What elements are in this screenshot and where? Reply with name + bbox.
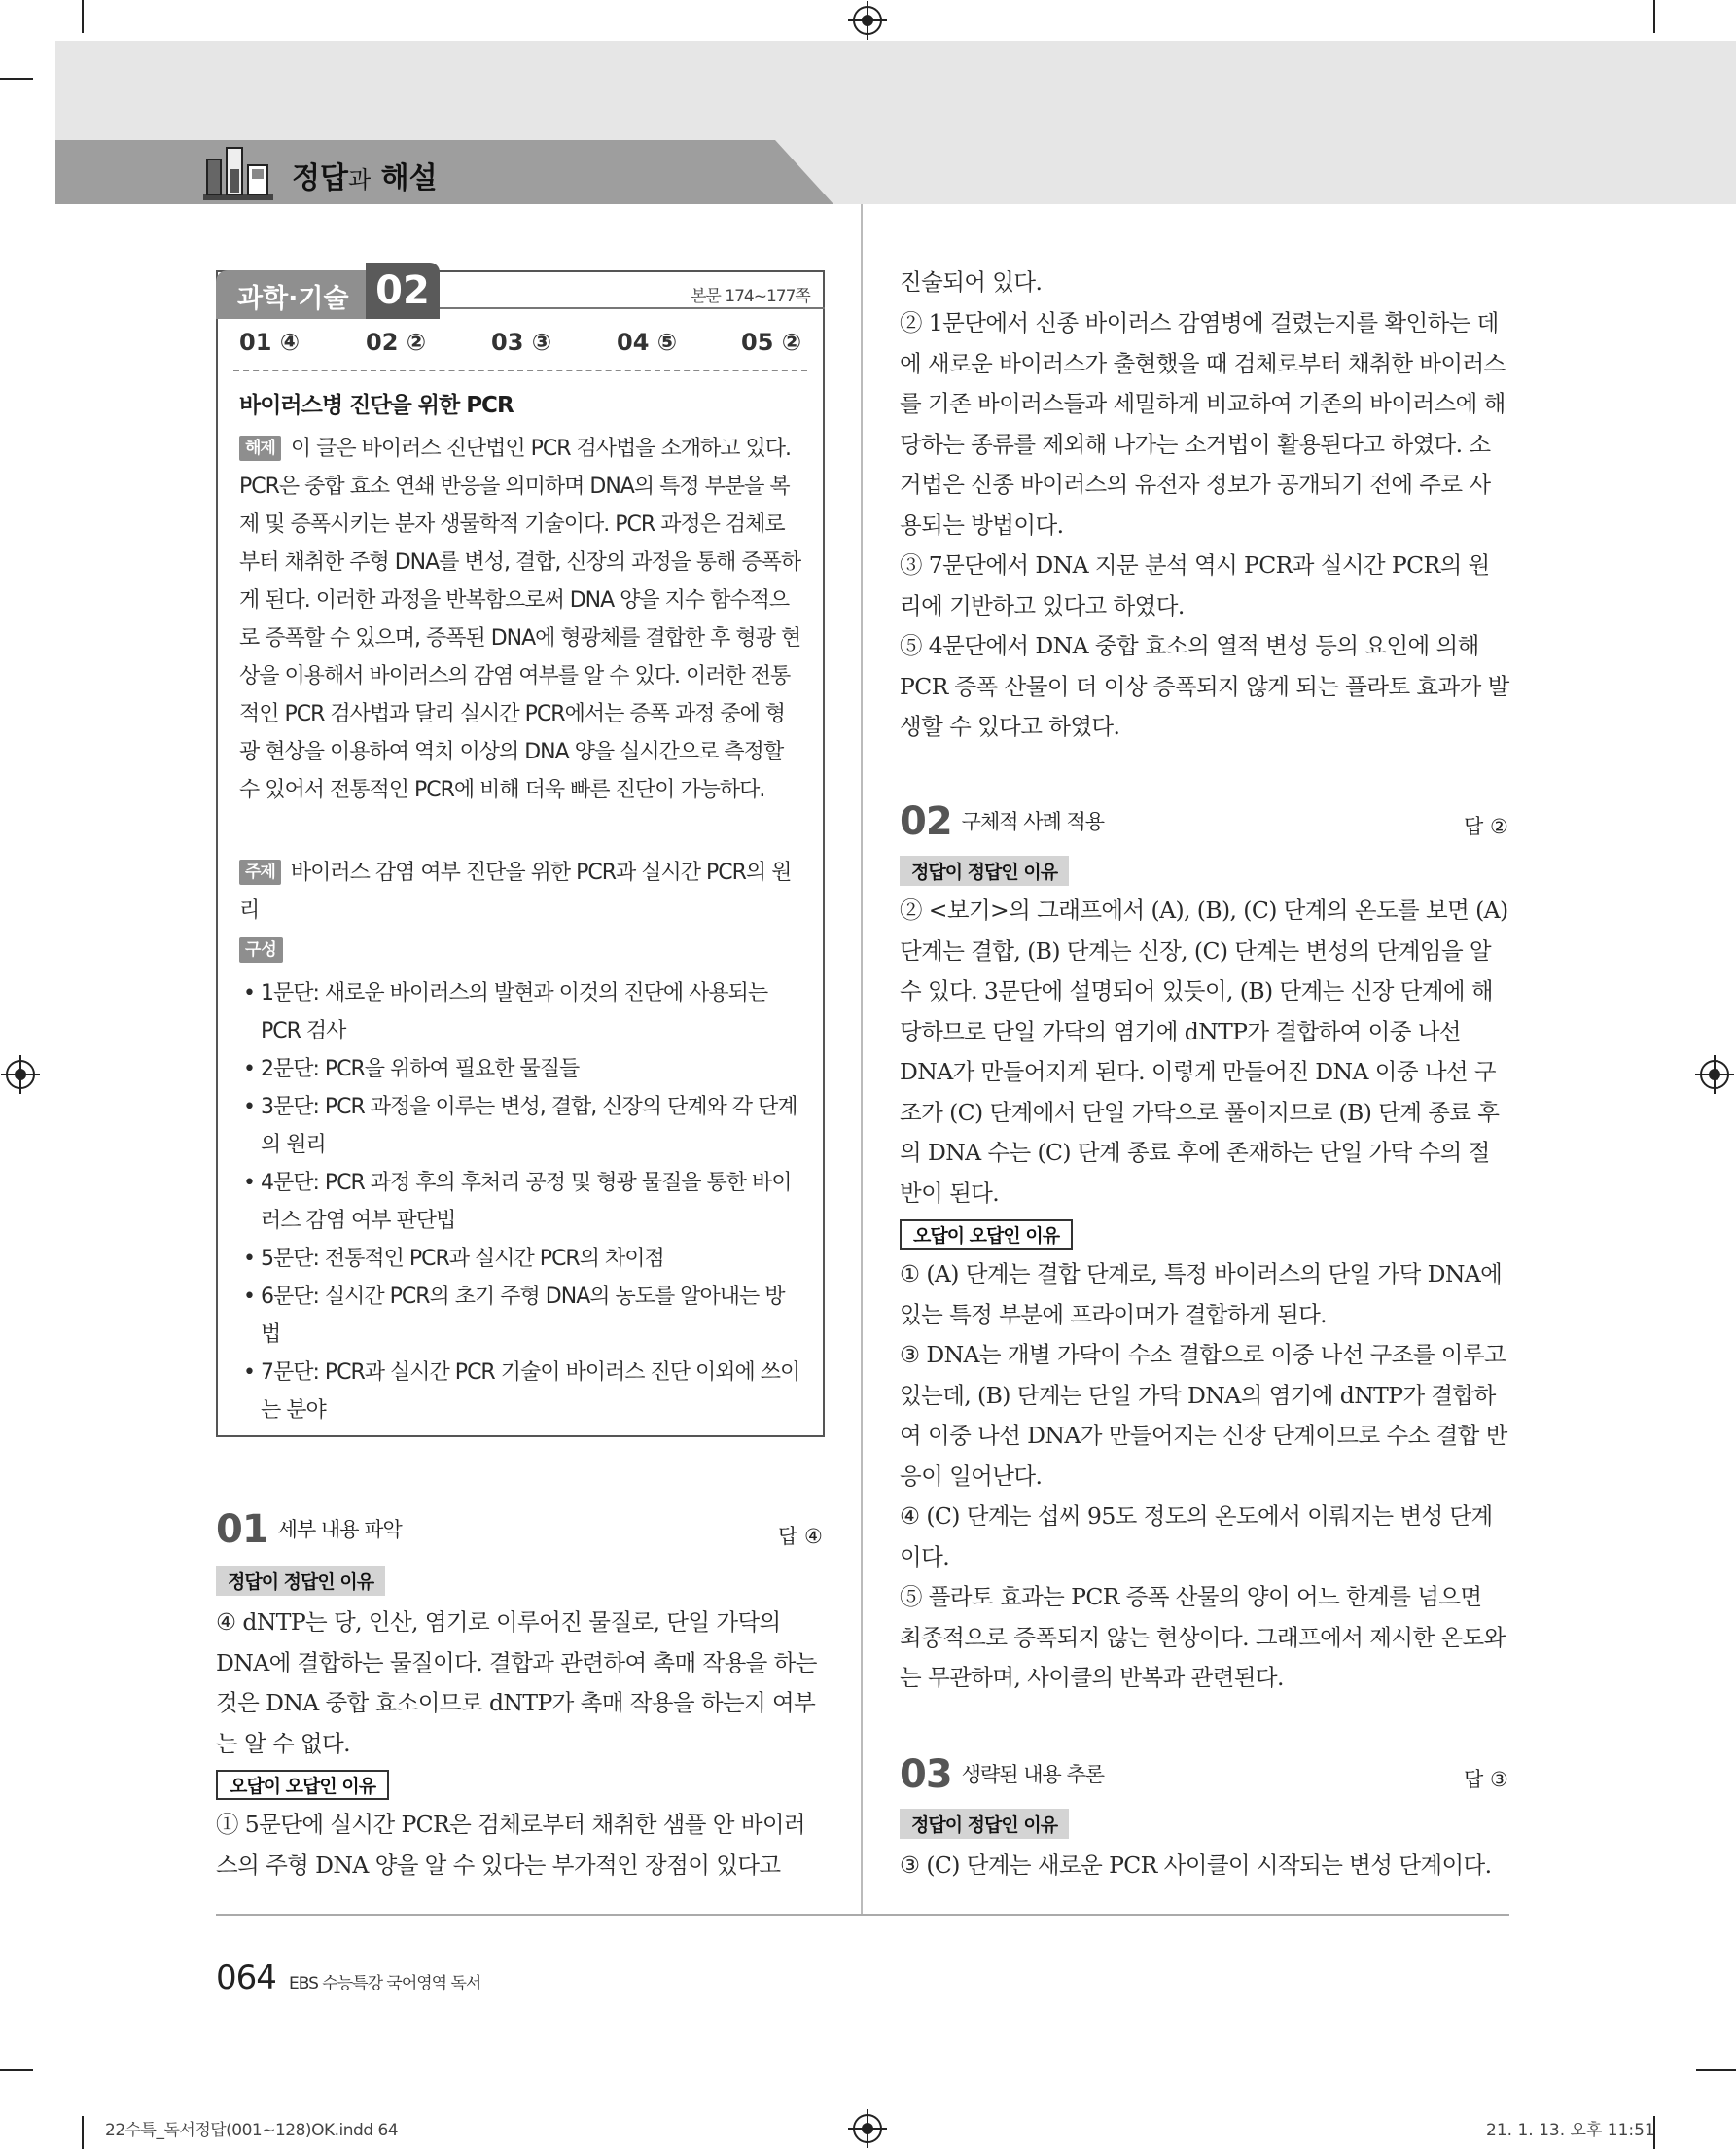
juje-tag: 주제 [239, 860, 281, 885]
crop-mark [82, 2116, 84, 2149]
q02-heading: 02 구체적 사례 적용 [900, 799, 1105, 844]
q01-wrong-items [900, 303, 1509, 748]
haeje-paragraph: 해제 이 글은 바이러스 진단법인 PCR 검사법을 소개하고 있다. PCR은 중합 효소 연쇄 반응을 의미하며 DNA의 특정 부분을 복제 및 증폭시키는 분자 생물학적 기술이다. PCR 과정은 검체로부터 채취한 주형 DNA를 변성, 결합, 신장의 과정을 통해 증폭하게 된다. 이러한 과정을 반복함으로써 DNA 양을 지수 함수적으로 증폭할 수 있으며, 증폭된 DNA에 형광체를 결합한 후 형광 현상을 이용해서 바이러스의 감염 여부를 알 수 있다. 이러한 전통적인 PCR 검사법과 달리 실시간 PCR에서는 증폭 과정 중에 형광 현상을 이용하여 역치 이상의 DNA 양을 실시간으로 측정할 수 있어서 전통적인 PCR에 비해 더욱 빠른 진단이 가능하다. [239, 437, 801, 802]
q02-wrong-tag-wrap [900, 1219, 1073, 1250]
correct-reason-tag: 정답이 정답인 이유 [900, 1809, 1069, 1839]
outline-item: • 7문단: PCR과 실시간 PCR 기술이 바이러스 진단 이외에 쓰이는 분야 [243, 1360, 800, 1423]
registration-mark-icon [6, 1060, 35, 1089]
column-divider [861, 204, 863, 1916]
q01-heading: 01 세부 내용 파악 [216, 1507, 402, 1552]
q02-wrong-items [900, 1254, 1509, 1699]
outline-item: • 1문단: 새로운 바이러스의 발현과 이것의 진단에 사용되는 PCR 검사 [243, 981, 768, 1043]
crop-mark [1653, 0, 1655, 33]
set-number: 02 [366, 263, 440, 319]
wrong-item: ③ 7문단에서 DNA 지문 분석 역시 PCR과 실시간 PCR의 원리에 기반하고 있다고 하였다. [900, 551, 1490, 619]
answer-key-item: 05 ② [741, 329, 802, 356]
bottom-rule [216, 1914, 1509, 1916]
slug-date: 21. 1. 13. 오후 11:51 [1486, 2121, 1655, 2140]
q03-correct-text: ③ (C) 단계는 새로운 PCR 사이클이 시작되는 변성 단계이다. [900, 1851, 1492, 1879]
box-top-line [440, 307, 825, 309]
q01-correct-text: ④ dNTP는 당, 인산, 염기로 이루어진 물질로, 단일 가닥의 DNA에 결합하는 물질이다. 결합과 관련하여 촉매 작용을 하는 것은 DNA 중합 효소이므로 dNTP가 촉매 작용을 하는지 여부는 알 수 없다. [216, 1608, 817, 1757]
q03-correct-tag-wrap [900, 1809, 1069, 1839]
slug-filename: 22수특_독서정답(001~128)OK.indd 64 [105, 2121, 399, 2140]
crop-mark [1696, 2069, 1736, 2071]
wrong-reason-tag: 오답이 오답인 이유 [216, 1770, 389, 1800]
outline-item: • 4문단: PCR 과정 후의 후처리 공정 및 형광 물질을 통한 바이러스 감염 여부 판단법 [243, 1171, 792, 1233]
wrong-item: ④ (C) 단계는 섭씨 95도 정도의 온도에서 이뤄지는 변성 단계이다. [900, 1502, 1493, 1570]
wrong-item: ⑤ 4문단에서 DNA 중합 효소의 열적 변성 등의 요인에 의해 PCR 증폭 산물이 더 이상 증폭되지 않게 되는 플라토 효과가 발생할 수 있다고 하였다. [900, 632, 1509, 740]
q01-wrong-text-left: ① 5문단에 실시간 PCR은 검체로부터 채취한 샘플 안 바이러스의 주형 DNA 양을 알 수 있다는 부가적인 장점이 있다고 [216, 1811, 806, 1879]
registration-mark-icon [853, 2114, 882, 2143]
answer-key-item: 03 ③ [491, 329, 552, 356]
outline-item: • 2문단: PCR을 위하여 필요한 물질들 [243, 1057, 580, 1081]
page-reference: 본문 174~177쪽 [691, 287, 810, 306]
subject-tab: 과학·기술 [216, 270, 405, 319]
crop-mark [0, 78, 33, 80]
answer-key-item: 01 ④ [239, 329, 301, 356]
outline-list [239, 974, 801, 1429]
gusung-tag-wrap [239, 937, 293, 963]
q01-wrong-text-right: 진술되어 있다. [900, 268, 1043, 296]
crop-mark [82, 0, 84, 33]
answer-key-item: 04 ⑤ [617, 329, 678, 356]
wrong-item: ③ DNA는 개별 가닥이 수소 결합으로 이중 나선 구조를 이루고 있는데, (B) 단계는 단일 가닥 DNA의 염기에 dNTP가 결합하여 이중 나선 DNA가 만들어지는 신장 단계이므로 수소 결합 반응이 일어난다. [900, 1341, 1507, 1490]
correct-reason-tag: 정답이 정답인 이유 [216, 1566, 385, 1596]
gusung-tag: 구성 [239, 937, 283, 963]
outline-item: • 6문단: 실시간 PCR의 초기 주형 DNA의 농도를 알아내는 방법 [243, 1285, 785, 1347]
registration-mark-icon [1700, 1060, 1729, 1089]
lab-equipment-icon [199, 140, 277, 204]
q01-correct-tag-wrap [216, 1566, 385, 1596]
page-title: 정답과 해설 [292, 161, 438, 195]
q01-answer: 답 ④ [778, 1525, 823, 1548]
passage-title: 바이러스병 진단을 위한 PCR [239, 393, 514, 418]
wrong-item: ⑤ 플라토 효과는 PCR 증폭 산물의 양이 어느 한계를 넘으면 최종적으로 증폭되지 않는 현상이다. 그래프에서 제시한 온도와는 무관하며, 사이클의 반복과 관련된다. [900, 1583, 1506, 1691]
q02-answer: 답 ② [1464, 815, 1508, 838]
wrong-reason-tag: 오답이 오답인 이유 [900, 1219, 1073, 1250]
registration-mark-icon [853, 6, 882, 35]
header-title-tab [55, 140, 833, 204]
q02-correct-text: ② <보기>의 그래프에서 (A), (B), (C) 단계의 온도를 보면 (A) 단계는 결합, (B) 단계는 신장, (C) 단계는 변성의 단계임을 알 수 있다. 3문단에 설명되어 있듯이, (B) 단계는 신장 단계에 해당하므로 단일 가닥의 염기에 dNTP가 결합하여 이중 나선 DNA가 만들어지게 된다. 이렇게 만들어진 DNA 이중 나선 구조가 (C) 단계에서 단일 가닥으로 풀어지므로 (B) 단계 종료 후의 DNA 수는 (C) 단계 종료 후에 존재하는 단일 가닥 수의 절반이 된다. [900, 897, 1508, 1207]
q02-correct-tag-wrap [900, 856, 1069, 886]
q03-heading: 03 생략된 내용 추론 [900, 1752, 1105, 1797]
crop-mark [0, 2069, 33, 2071]
outline-item: • 5문단: 전통적인 PCR과 실시간 PCR의 차이점 [243, 1247, 664, 1271]
answers-divider [233, 370, 807, 371]
page-number: 064 [216, 1958, 276, 1997]
wrong-item: ① (A) 단계는 결합 단계로, 특정 바이러스의 단일 가닥 DNA에 있는 특정 부분에 프라이머가 결합하게 된다. [900, 1260, 1503, 1328]
correct-reason-tag: 정답이 정답인 이유 [900, 856, 1069, 886]
answer-key-item: 02 ② [366, 329, 427, 356]
juje-paragraph: 주제 바이러스 감염 여부 진단을 위한 PCR과 실시간 PCR의 원리 [239, 861, 792, 923]
wrong-item: ② 1문단에서 신종 바이러스 감염병에 걸렸는지를 확인하는 데에 새로운 바이러스가 출현했을 때 검체로부터 채취한 바이러스를 기존 바이러스들과 세밀하게 비교하여 기존의 바이러스에 해당하는 종류를 제외해 나가는 소거법이 활용된다고 하였다. 소거법은 신종 바이러스의 유전자 정보가 공개되기 전에 주로 사용되는 방법이다. [900, 309, 1506, 539]
q01-wrong-tag-wrap [216, 1770, 389, 1800]
outline-item: • 3문단: PCR 과정을 이루는 변성, 결합, 신장의 단계와 각 단계의 원리 [243, 1095, 797, 1157]
book-title: EBS 수능특강 국어영역 독서 [289, 1974, 481, 1993]
q03-answer: 답 ③ [1464, 1768, 1508, 1791]
haeje-tag: 해제 [239, 436, 281, 461]
